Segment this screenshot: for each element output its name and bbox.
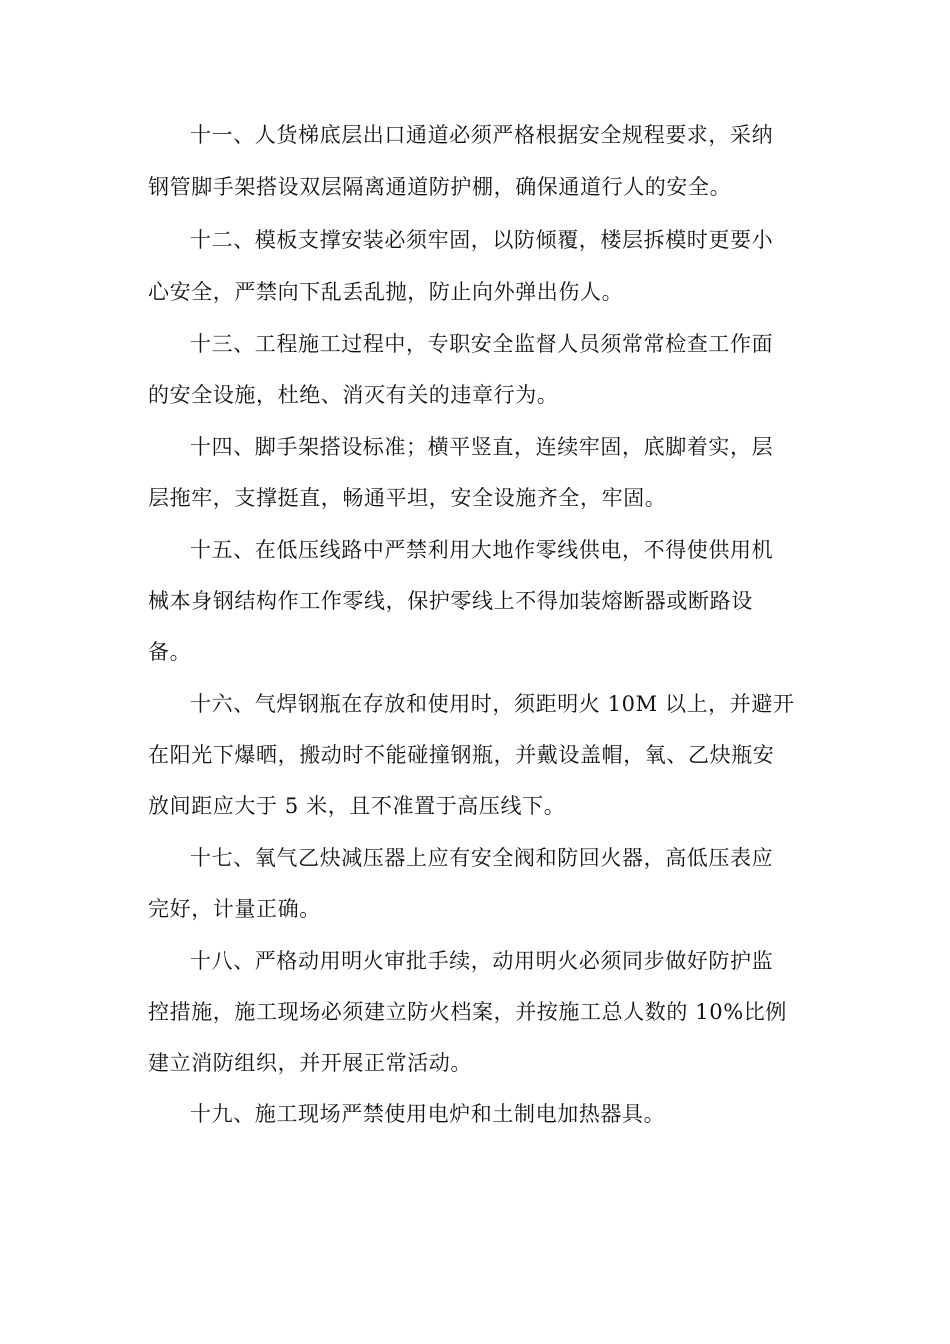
paragraph-18-line-1: 十八、严格动用明火审批手续，动用明火必须同步做好防护监 [190, 949, 774, 973]
paragraph-13-line-2: 的安全设施，杜绝、消灭有关的违章行为。 [148, 383, 559, 407]
paragraph-17-line-2: 完好，计量正确。 [148, 897, 321, 921]
paragraph-19-line-1: 十九、施工现场严禁使用电炉和土制电加热器具。 [190, 1102, 666, 1126]
paragraph-11-line-2: 钢管脚手架搭设双层隔离通道防护棚，确保通道行人的安全。 [148, 175, 732, 199]
paragraph-16-line-1: 十六、气焊钢瓶在存放和使用时，须距明火 10M 以上，并避开 [190, 692, 795, 716]
paragraph-13-line-1: 十三、工程施工过程中，专职安全监督人员须常常检查工作面 [190, 332, 774, 356]
paragraph-12-line-1: 十二、模板支撑安装必须牢固，以防倾覆，楼层拆模时更要小 [190, 228, 774, 252]
paragraph-17-line-1: 十七、氧气乙炔减压器上应有安全阀和防回火器，高低压表应 [190, 846, 774, 870]
paragraph-15-line-1: 十五、在低压线路中严禁利用大地作零线供电，不得使供用机 [190, 538, 774, 562]
paragraph-16-line-2: 在阳光下爆晒，搬动时不能碰撞钢瓶，并戴设盖帽，氧、乙炔瓶安 [148, 743, 775, 767]
paragraph-11-line-1: 十一、人货梯底层出口通道必须严格根据安全规程要求，采纳 [190, 123, 774, 147]
paragraph-18-line-2: 控措施，施工现场必须建立防火档案，并按施工总人数的 10%比例 [148, 1000, 787, 1024]
paragraph-15-line-2: 械本身钢结构作工作零线，保护零线上不得加装熔断器或断路设 [148, 589, 753, 613]
paragraph-16-line-3: 放间距应大于 5 米，且不准置于高压线下。 [148, 794, 566, 818]
paragraph-14-line-2: 层拖牢，支撑挺直，畅通平坦，安全设施齐全，牢固。 [148, 486, 667, 510]
paragraph-15-line-3: 备。 [148, 640, 192, 664]
paragraph-18-line-3: 建立消防组织，并开展正常活动。 [148, 1051, 472, 1075]
paragraph-14-line-1: 十四、脚手架搭设标准；横平竖直，连续牢固，底脚着实，层 [190, 435, 774, 459]
paragraph-12-line-2: 心安全，严禁向下乱丢乱抛，防止向外弹出伤人。 [148, 280, 624, 304]
